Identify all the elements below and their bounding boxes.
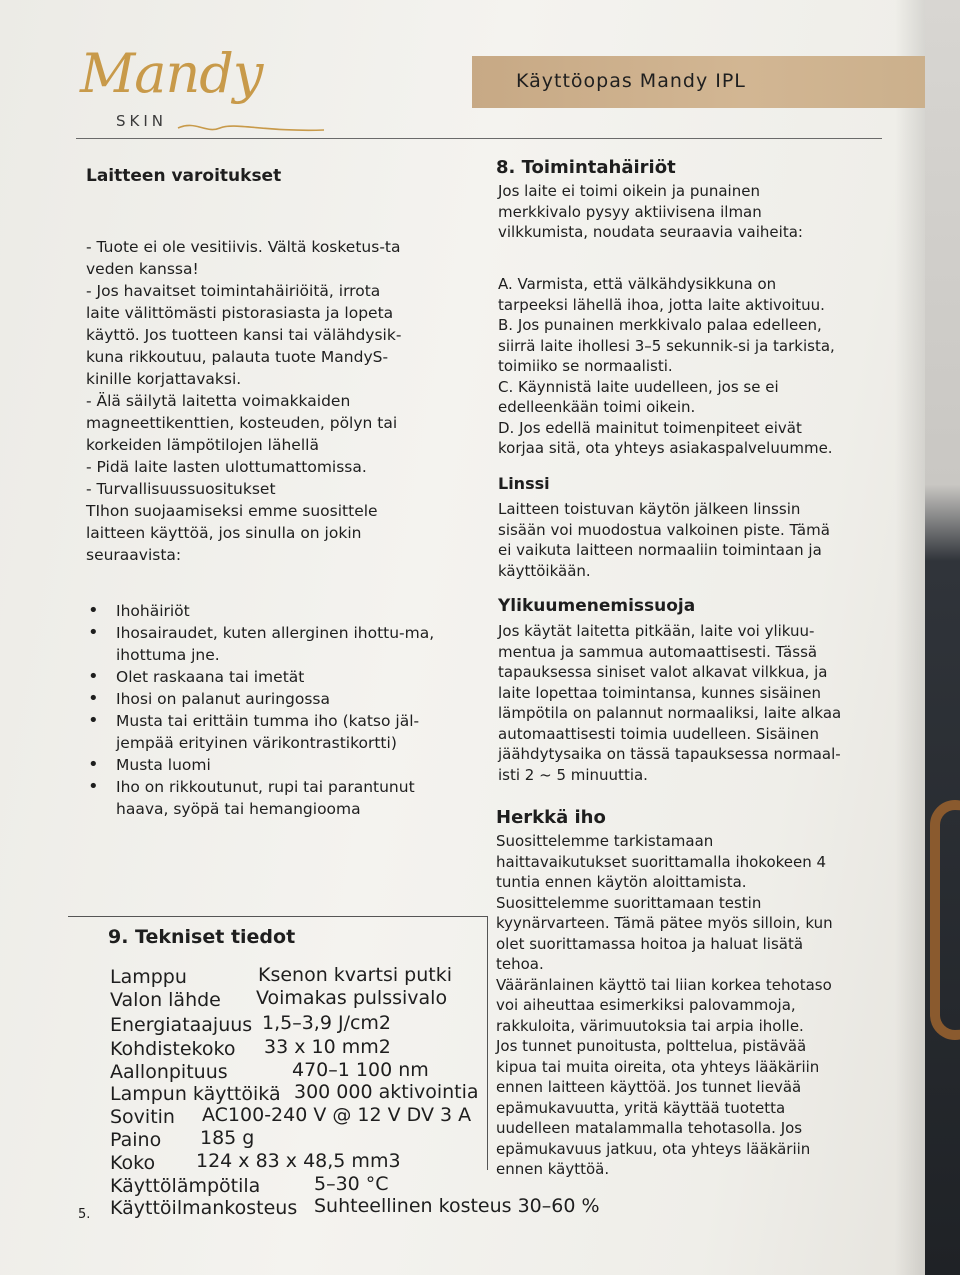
spec-value: 300 000 aktivointia <box>294 1081 479 1103</box>
malfunction-step-line: C. Käynnistä laite uudelleen, jos se ei <box>498 377 779 396</box>
spec-value: Ksenon kvartsi putki <box>258 964 452 986</box>
logo-script-text: Mandy <box>80 42 263 105</box>
spec-value: 124 x 83 x 48,5 mm3 <box>196 1150 401 1172</box>
sensitive-skin-line: epämukavuutta, yritä käyttää tuotetta <box>496 1098 786 1117</box>
sensitive-skin-line: Suosittelemme suorittamaan testin <box>496 893 762 912</box>
logo-swash-icon <box>176 118 326 136</box>
header-divider <box>76 138 882 139</box>
sensitive-skin-text <box>496 831 876 1180</box>
spec-label: Koko <box>110 1152 156 1174</box>
lens-title-block <box>498 474 878 493</box>
warning-line: - Pidä laite lasten ulottumattomissa. <box>86 458 367 476</box>
spec-value: 1,5–3,9 J/cm2 <box>262 1012 392 1034</box>
warning-line: veden kanssa! <box>86 260 199 278</box>
contraindication-item: • Olet raskaana tai imetät <box>86 666 466 688</box>
contraindications-list <box>86 600 466 820</box>
background-photo-area <box>925 0 960 1275</box>
contraindication-item: • Ihosairaudet, kuten allerginen ihottu-ma, ihottuma jne. <box>86 622 466 666</box>
lens-line: käyttöikään. <box>498 561 591 580</box>
warnings-title: Laitteen varoitukset <box>86 166 282 186</box>
sensitive-skin-line: rakkuloita, värimuutoksia tai arpia iholle. <box>496 1016 804 1035</box>
spec-value: AC100-240 V @ 12 V DV 3 A <box>202 1104 472 1126</box>
malfunction-step-line: edelleenkään toimi oikein. <box>498 398 696 416</box>
warnings-title-block <box>86 166 466 186</box>
page-edge-shadow <box>895 0 925 1275</box>
spec-label: Sovitin <box>110 1106 175 1128</box>
spec-value: Suhteellinen kosteus 30–60 % <box>314 1195 600 1217</box>
malfunction-step-line: toimiiko se normaalisti. <box>498 357 673 375</box>
malfunction-step-line: siirrä laite ihollesi 3–5 sekunnik-si ja tarkista, <box>498 336 835 355</box>
spec-label: Kohdistekoko <box>110 1038 236 1060</box>
overheat-title-block <box>498 596 878 616</box>
overheat-title: Ylikuumenemissuoja <box>498 596 696 616</box>
warning-line: - Jos havaitset toimintahäiriöitä, irrota <box>86 282 381 300</box>
specs-title: 9. Tekniset tiedot <box>108 926 296 948</box>
malfunctions-section <box>496 157 876 178</box>
sensitive-skin-line: olet suorittamassa hoitoa ja haluat lisätä <box>496 934 804 953</box>
spec-value: 5–30 °C <box>314 1173 389 1195</box>
sensitive-skin-line: ennen käyttöä. <box>496 1160 610 1178</box>
contraindication-item: • Ihohäiriöt <box>86 600 466 622</box>
sensitive-skin-line: uudelleen matalammalla tehotasolla. Jos <box>496 1119 803 1137</box>
sensitive-skin-line: tehoa. <box>496 955 544 973</box>
lens-line: ei vaikuta laitteen normaaliin toimintaan ja <box>498 541 822 559</box>
sensitive-skin-line: Vääränlainen käyttö tai liian korkea tehotaso <box>496 975 832 994</box>
sensitive-skin-line: Jos tunnet punoitusta, polttelua, pistävää <box>496 1037 807 1055</box>
warning-line: - Turvallisuussuositukset <box>86 480 276 498</box>
specs-box-right-border <box>487 916 488 1170</box>
sensitive-skin-line: Suosittelemme tarkistamaan <box>496 832 714 850</box>
overheat-line: Jos käytät laitetta pitkään, laite voi ylikuu- <box>498 622 815 640</box>
contraindication-item: • Musta luomi <box>86 754 466 776</box>
warning-line: - Tuote ei ole vesitiivis. Vältä kosketus-ta <box>86 238 401 256</box>
lens-text <box>498 499 878 581</box>
warning-line: kinille korjattavaksi. <box>86 370 242 388</box>
warning-line: laite välittömästi pistorasiasta ja lopeta <box>86 304 394 322</box>
overheat-line: jäähdytysaika on tässä tapauksessa normaal- <box>498 745 841 763</box>
spec-label: Paino <box>110 1129 162 1151</box>
warnings-text <box>86 236 466 566</box>
malfunction-step-line: tarpeeksi lähellä ihoa, jotta laite aktivoituu. <box>498 295 825 314</box>
device-edge-decoration <box>930 800 960 1040</box>
sensitive-skin-line: epämukavuus jatkuu, ota yhteys lääkäriin <box>496 1139 811 1158</box>
spec-value: 33 x 10 mm2 <box>264 1036 391 1058</box>
malfunction-intro-line: vilkkumista, noudata seuraavia vaiheita: <box>498 223 803 241</box>
sensitive-skin-line: voi aiheuttaa esimerkiksi palovammoja, <box>496 996 796 1014</box>
sensitive-skin-line: haittavaikutukset suorittamalla ihokokeen 4 <box>496 852 827 871</box>
spec-label: Valon lähde <box>110 989 221 1011</box>
lens-title: Linssi <box>498 474 550 493</box>
contraindication-item: • Musta tai erittäin tumma iho (katso jäl-jempää erityinen värikontrastikortti) <box>86 710 466 754</box>
warning-line: korkeiden lämpötilojen lähellä <box>86 436 319 454</box>
sensitive-skin-title: Herkkä iho <box>496 807 606 828</box>
malfunction-step-line: D. Jos edellä mainitut toimenpiteet eivät <box>498 418 802 437</box>
sensitive-skin-line: ennen laitteen käyttöä. Jos tunnet lievää <box>496 1078 802 1096</box>
spec-label: Lamppu <box>110 966 187 988</box>
warning-line: magneettikenttien, kosteuden, pölyn tai <box>86 414 398 432</box>
malfunctions-steps <box>498 274 878 459</box>
spec-label: Käyttölämpötila <box>110 1175 261 1197</box>
overheat-line: laite lopettaa toimintansa, kunnes sisäinen <box>498 683 822 702</box>
malfunctions-title: 8. Toimintahäiriöt <box>496 157 676 178</box>
brand-logo <box>80 40 270 140</box>
warning-line: kuna rikkoutuu, palauta tuote MandyS- <box>86 348 389 366</box>
malfunction-step-line: B. Jos punainen merkkivalo palaa edelleen, <box>498 316 822 334</box>
lens-line: sisään voi muodostua valkoinen piste. Tämä <box>498 520 830 539</box>
sensitive-title-block <box>496 807 876 828</box>
overheat-line: isti 2 ~ 5 minuuttia. <box>498 765 648 784</box>
overheat-line: lämpötila on palannut normaaliksi, laite alkaa <box>498 704 842 722</box>
lens-line: Laitteen toistuvan käytön jälkeen linssin <box>498 500 801 518</box>
contraindication-item: • Ihosi on palanut auringossa <box>86 688 466 710</box>
warning-line: TIhon suojaamiseksi emme suosittele <box>86 502 378 520</box>
logo-skin-text: SKIN <box>116 112 168 130</box>
page-number: 5. <box>78 1207 91 1222</box>
overheat-text <box>498 621 878 785</box>
warning-line: seuraavista: <box>86 546 182 564</box>
specs-box-top-border <box>68 916 488 917</box>
warning-line: - Älä säilytä laitetta voimakkaiden <box>86 392 351 410</box>
warning-line: käyttö. Jos tuotteen kansi tai välähdysik- <box>86 326 402 344</box>
header-banner <box>472 56 925 108</box>
spec-value: 185 g <box>200 1127 255 1149</box>
malfunction-intro-line: Jos laite ei toimi oikein ja punainen <box>498 182 760 200</box>
spec-label: Lampun käyttöikä <box>110 1083 281 1105</box>
sensitive-skin-line: kyynärvarteen. Tämä pätee myös silloin, kun <box>496 914 833 932</box>
contraindication-item: • Iho on rikkoutunut, rupi tai parantunut haava, syöpä tai hemangiooma <box>86 776 466 820</box>
sensitive-skin-line: tuntia ennen käytön aloittamista. <box>496 873 747 891</box>
spec-value: 470–1 100 nm <box>292 1059 429 1081</box>
spec-label: Energiataajuus <box>110 1014 253 1036</box>
sensitive-skin-line: kipua tai muita oireita, ota yhteys lääkäriin <box>496 1057 820 1076</box>
malfunction-intro-line: merkkivalo pysyy aktiivisena ilman <box>498 202 762 221</box>
overheat-line: mentua ja sammua automaattisesti. Tässä <box>498 642 818 661</box>
spec-value: Voimakas pulssivalo <box>256 987 448 1009</box>
overheat-line: tapauksessa siniset valot alkavat vilkkua, ja <box>498 663 828 681</box>
spec-label: Aallonpituus <box>110 1061 228 1083</box>
malfunctions-intro <box>498 181 878 243</box>
spec-label: Käyttöilmankosteus <box>110 1197 298 1219</box>
malfunction-step-line: korjaa sitä, ota yhteys asiakaspalveluumme. <box>498 439 833 457</box>
warning-line: laitteen käyttöä, jos sinulla on jokin <box>86 524 362 542</box>
overheat-line: automaattisesti toimia uudelleen. Sisäinen <box>498 724 820 743</box>
malfunction-step-line: A. Varmista, että välkähdysikkuna on <box>498 275 777 293</box>
header-banner-title: Käyttöopas Mandy IPL <box>516 70 746 92</box>
